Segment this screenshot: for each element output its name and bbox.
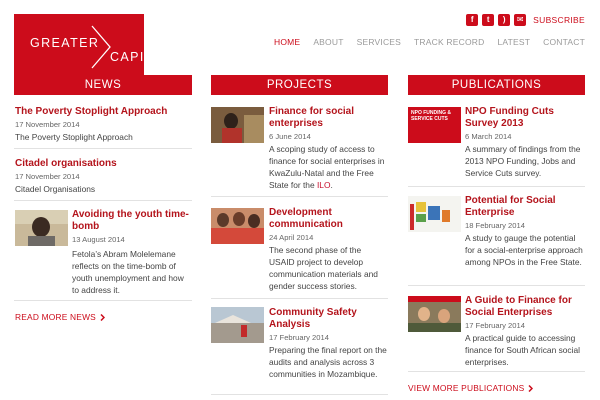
publication-item-title[interactable]: Potential for Social Enterprise	[465, 195, 556, 218]
logo-word-greater: GREATER	[30, 36, 100, 50]
publication-item	[408, 106, 585, 183]
publication-item-title[interactable]: NPO Funding Cuts Survey 2013	[465, 106, 554, 129]
publication-item-desc: A summary of findings from the 2013 NPO Funding, Jobs and Service Cuts survey.	[465, 144, 581, 178]
news-item	[15, 106, 192, 143]
read-more-news-link[interactable]	[15, 312, 105, 322]
publication-item-title[interactable]: A Guide to Finance for Social Enterprises	[465, 295, 572, 318]
project-item	[211, 106, 388, 192]
news-item-desc: The Poverty Stoplight Approach	[15, 132, 133, 142]
publication-item-date: 17 February 2014	[465, 321, 525, 330]
news-item-desc: Citadel Organisations	[15, 184, 96, 194]
news-item	[15, 209, 192, 299]
rss-icon[interactable]: )	[498, 14, 510, 26]
project-item-date: 24 April 2014	[269, 233, 314, 242]
divider	[14, 300, 192, 301]
email-icon[interactable]: ✉	[514, 14, 526, 26]
project-item-desc: The second phase of the USAID project to develop communication materials and gender success stories.	[269, 245, 378, 291]
news-item-desc: Fetola’s Abram Molelemane reflects on the time-bomb of youth unemployment and how to address it.	[72, 249, 184, 295]
publication-item	[408, 195, 585, 283]
publication-item-date: 6 March 2014	[465, 132, 512, 141]
project-item-date: 6 June 2014	[269, 132, 311, 141]
chevron-right-icon	[100, 314, 105, 321]
project-item-title[interactable]: Finance for social enterprises	[269, 106, 355, 129]
publication-item-desc: A study to gauge the potential for a social-enterprise approach among NPOs in the Free State.	[465, 233, 583, 267]
facebook-icon[interactable]: f	[466, 14, 478, 26]
project-item	[211, 307, 388, 393]
divider	[211, 196, 388, 197]
read-more-news-label: READ MORE NEWS	[15, 312, 96, 322]
project-thumbnail[interactable]	[211, 107, 264, 143]
projects-heading: PROJECTS	[211, 75, 388, 95]
project-item-desc	[269, 143, 388, 191]
news-item-title[interactable]: Citadel organisations	[15, 158, 117, 169]
publication-thumbnail[interactable]	[408, 107, 461, 143]
publication-thumbnail[interactable]	[408, 196, 461, 232]
divider	[408, 285, 585, 286]
view-more-publications-link[interactable]	[408, 383, 533, 393]
publications-heading: PUBLICATIONS	[408, 75, 585, 95]
project-thumbnail[interactable]	[211, 208, 264, 244]
project-item-title[interactable]: Community Safety Analysis	[269, 307, 357, 330]
nav-services[interactable]: SERVICES	[356, 37, 402, 47]
news-item-date: 17 November 2014	[15, 120, 80, 129]
divider	[211, 394, 388, 395]
chevron-right-icon	[528, 385, 533, 392]
logo-word-capital: CAPITAL	[110, 50, 171, 64]
project-item-desc: Preparing the final report on the audits and analysis across 3 communities in Mozambique.	[269, 345, 387, 379]
publication-item	[408, 295, 585, 375]
nav-home[interactable]: HOME	[274, 37, 301, 47]
news-thumbnail[interactable]	[15, 210, 68, 246]
nav-about[interactable]: ABOUT	[313, 37, 344, 47]
main-nav	[274, 37, 585, 47]
divider	[408, 186, 585, 187]
project-thumbnail[interactable]	[211, 307, 264, 343]
publication-thumbnail-text: NPO FUNDING & SERVICE CUTS	[411, 110, 451, 122]
news-item-date: 17 November 2014	[15, 172, 80, 181]
nav-track-record[interactable]: TRACK RECORD	[414, 37, 485, 47]
project-item-title[interactable]: Development communication	[269, 207, 343, 230]
divider	[211, 298, 388, 299]
project-item	[211, 207, 388, 293]
news-heading: NEWS	[14, 75, 192, 95]
divider	[14, 200, 192, 201]
news-item-date: 13 August 2014	[72, 235, 125, 244]
nav-contact[interactable]: CONTACT	[543, 37, 585, 47]
project-item-date: 17 February 2014	[269, 333, 329, 342]
publication-thumbnail[interactable]	[408, 296, 461, 332]
view-more-publications-label: VIEW MORE PUBLICATIONS	[408, 383, 525, 393]
divider	[408, 371, 585, 372]
publication-item-desc: A practical guide to accessing finance for South African social enterprises.	[465, 333, 580, 367]
nav-latest[interactable]: LATEST	[497, 37, 531, 47]
news-item-title[interactable]: Avoiding the youth time-bomb	[72, 209, 189, 232]
project-desc-end: .	[330, 180, 333, 190]
news-item	[15, 158, 192, 195]
subscribe-link[interactable]: SUBSCRIBE	[533, 15, 585, 25]
social-links	[466, 14, 585, 26]
news-item-title[interactable]: The Poverty Stoplight Approach	[15, 106, 168, 117]
project-desc-text: A scoping study of access to finance for social enterprises in KwaZulu-Natal and the Free State for the	[269, 144, 385, 190]
logo[interactable]	[14, 14, 171, 75]
divider	[14, 148, 192, 149]
ilo-link[interactable]: ILO	[316, 180, 331, 190]
twitter-icon[interactable]: t	[482, 14, 494, 26]
publication-item-date: 18 February 2014	[465, 221, 525, 230]
